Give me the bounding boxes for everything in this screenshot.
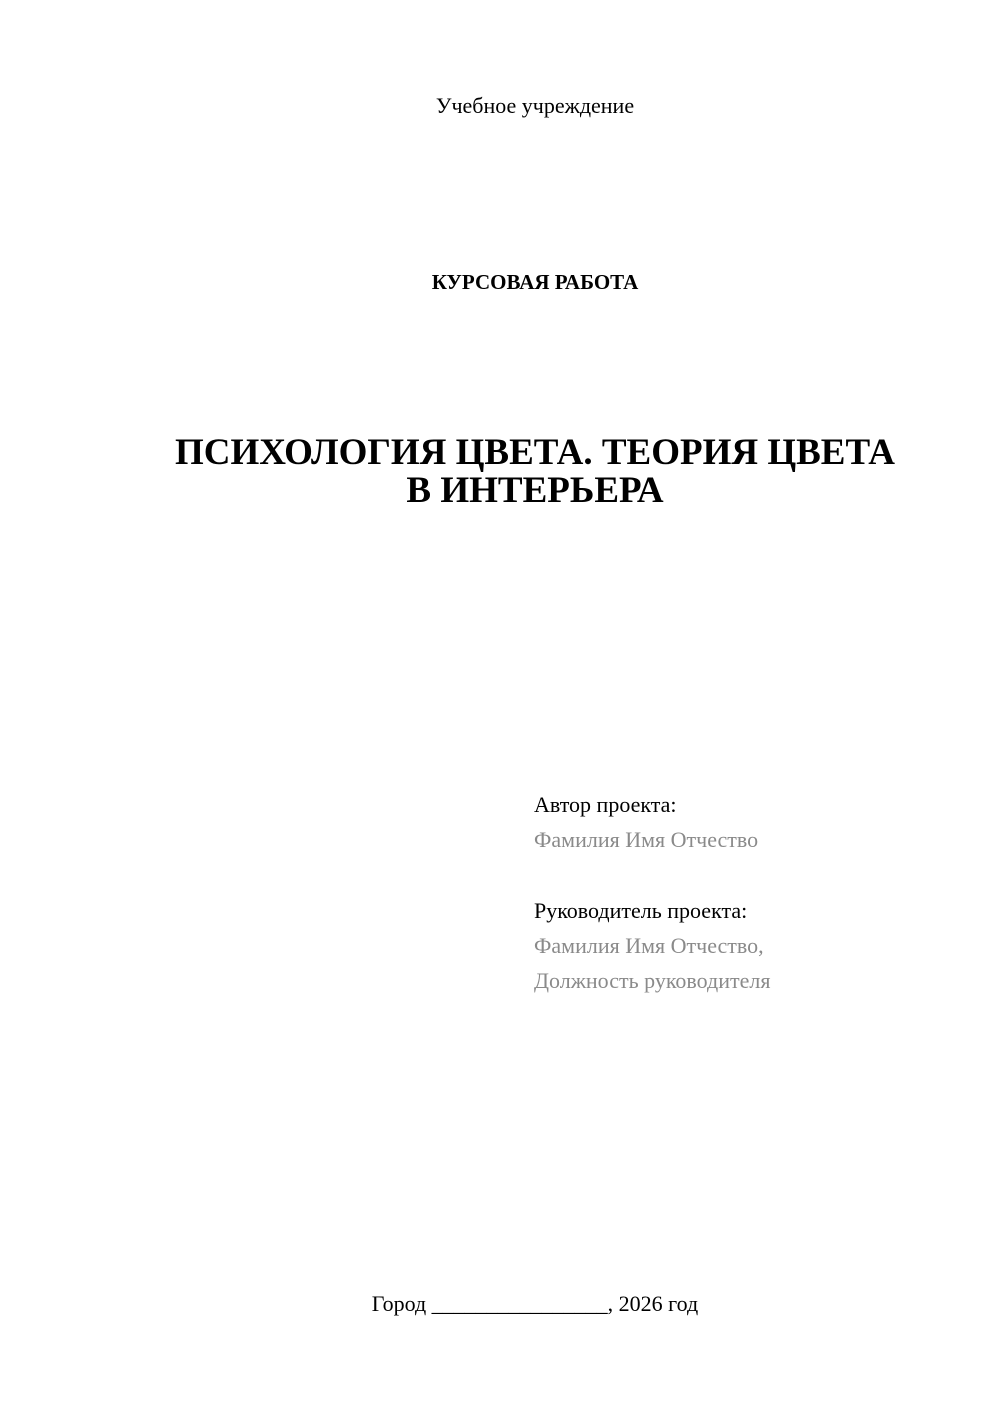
institution-name: Учебное учреждение — [435, 93, 635, 118]
author-name: Фамилия Имя Отчество — [534, 827, 759, 852]
document-title — [70, 434, 1000, 510]
author-label: Автор проекта: — [534, 792, 677, 817]
document-title-line-2: В ИНТЕРЬЕРА — [406, 470, 664, 511]
supervisor-label: Руководитель проекта: — [534, 898, 748, 923]
supervisor-name: Фамилия Имя Отчество, — [534, 933, 764, 958]
document-title-line-1: ПСИХОЛОГИЯ ЦВЕТА. ТЕОРИЯ ЦВЕТА — [174, 432, 896, 473]
supervisor-block — [534, 893, 974, 998]
author-block — [534, 787, 974, 857]
work-type-heading: КУРСОВАЯ РАБОТА — [431, 270, 639, 294]
city-year-footer: Город ________________, 2026 год — [371, 1291, 699, 1316]
supervisor-position: Должность руководителя — [534, 968, 771, 993]
